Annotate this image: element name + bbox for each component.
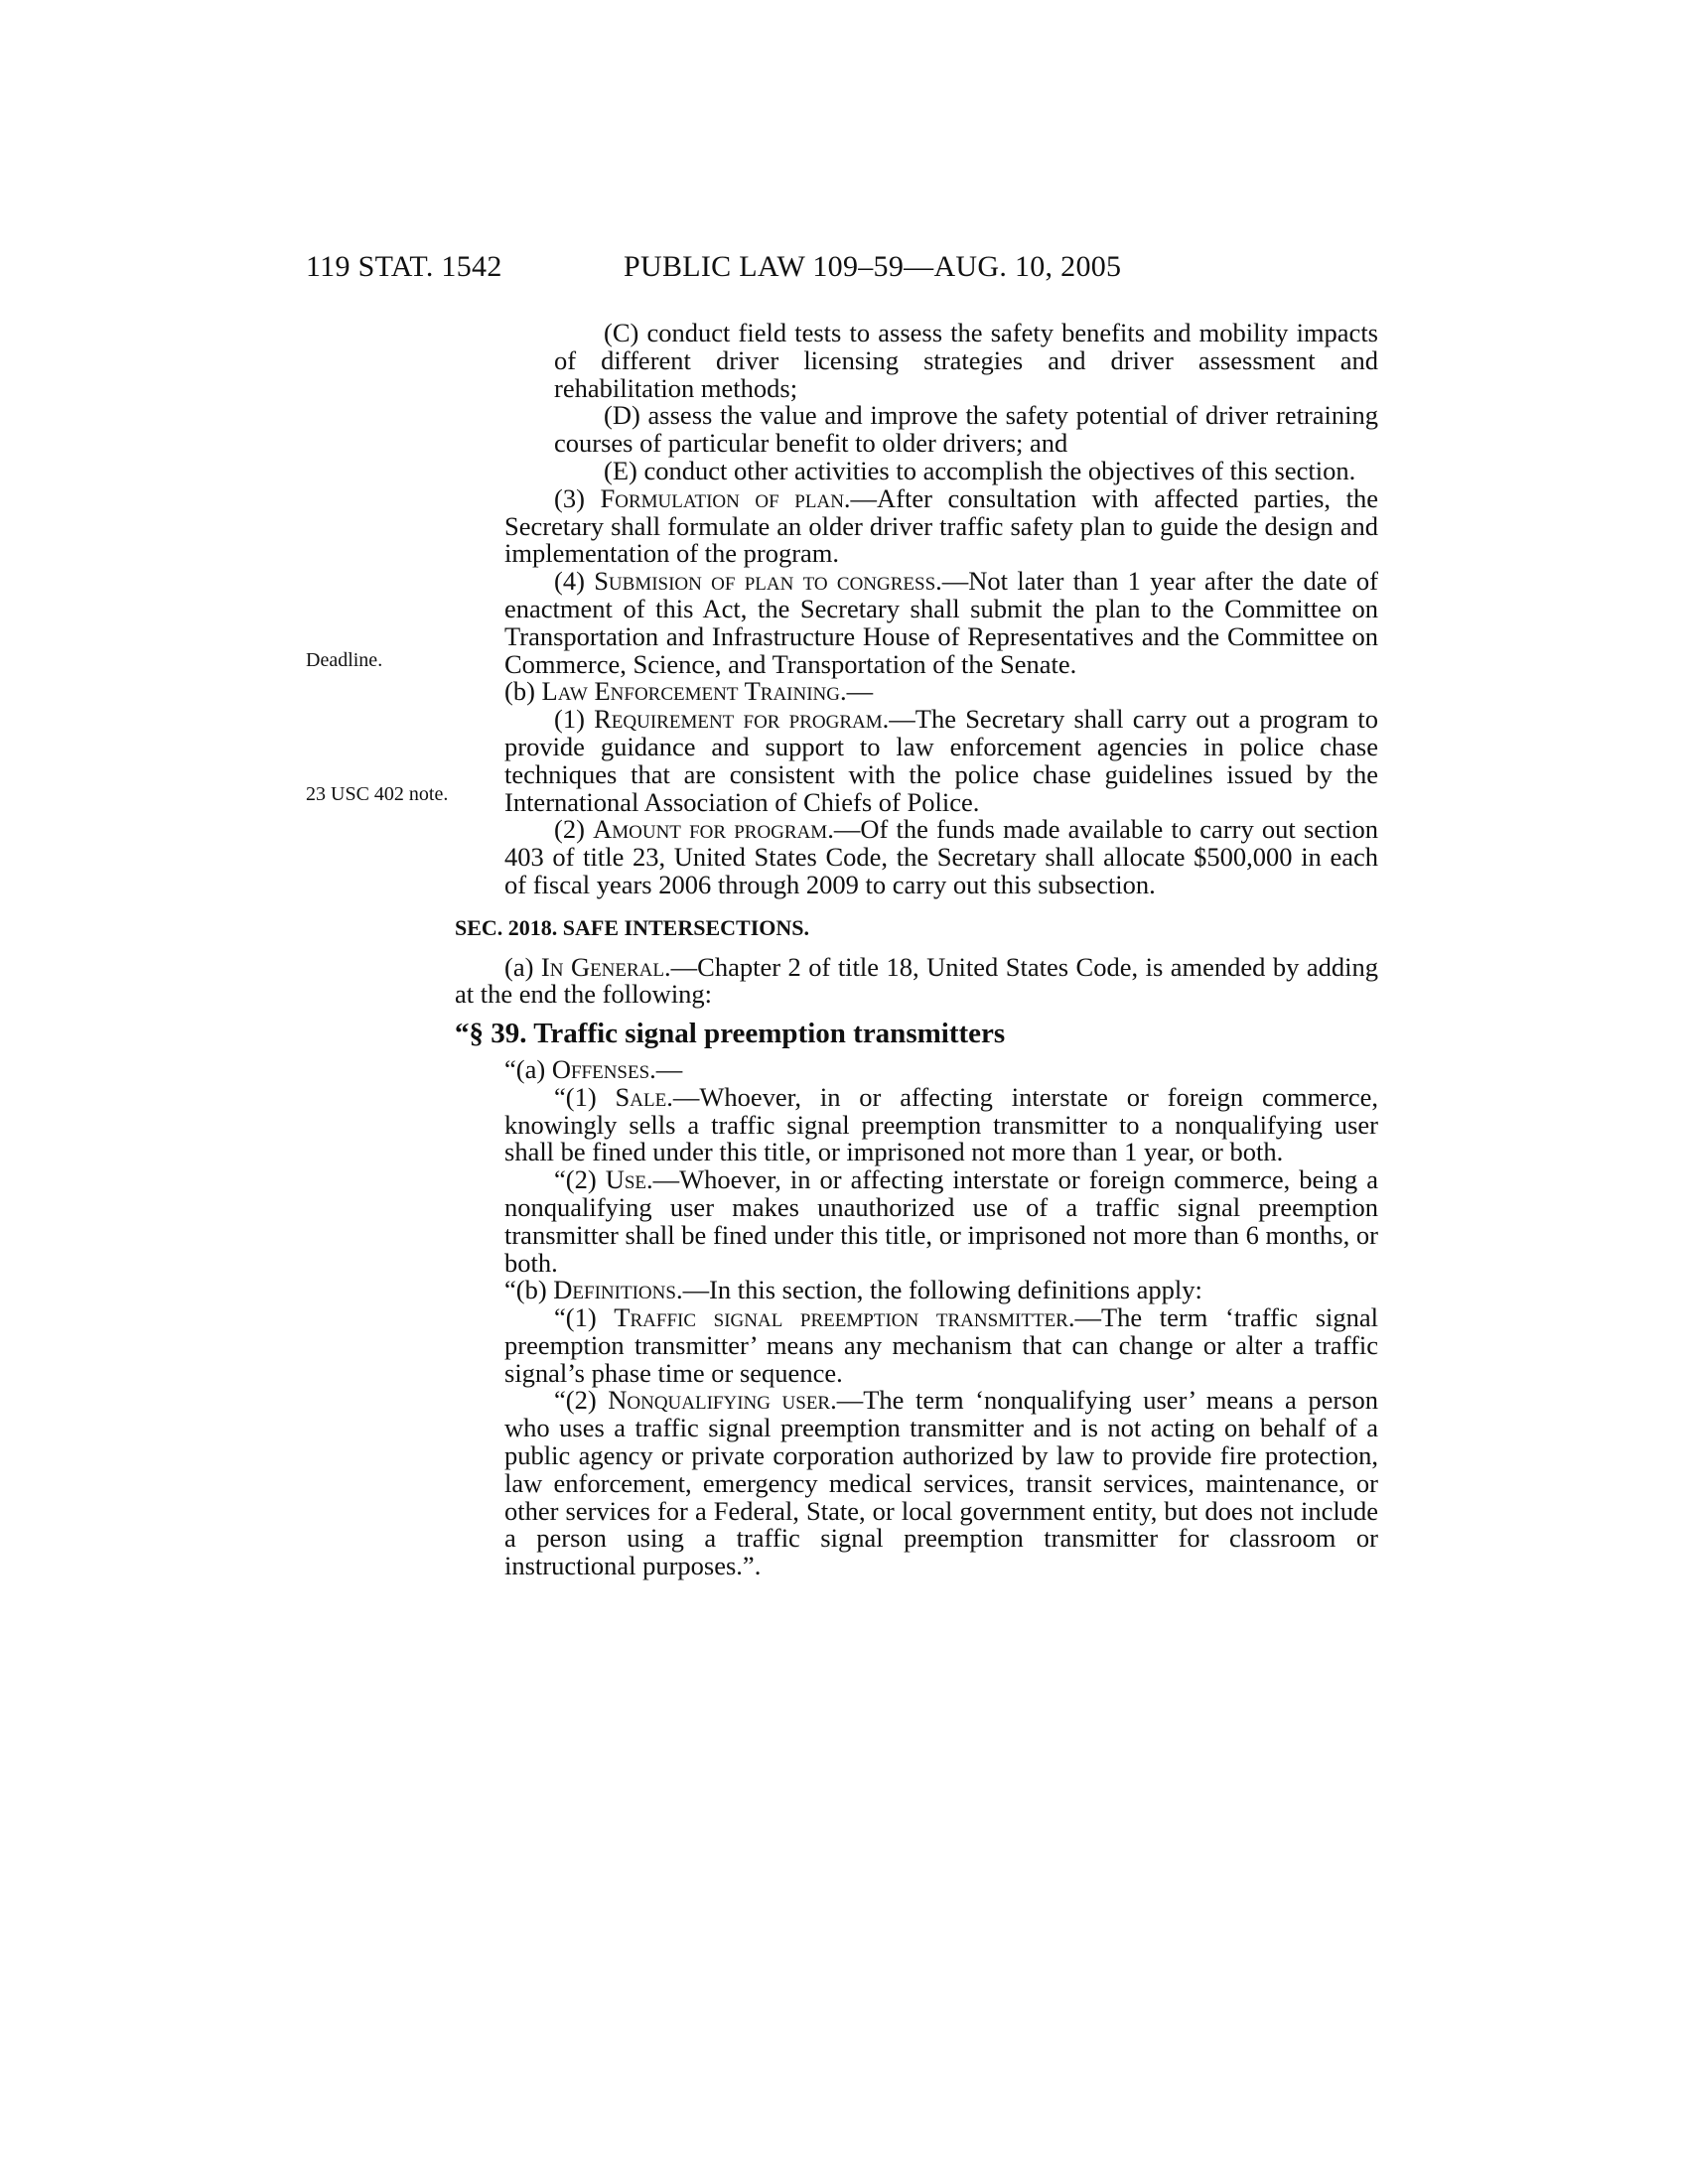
paragraph-3 [504,482,1379,569]
margin-note-usc: 23 USC 402 note. [306,783,449,805]
offenses-heading [504,1053,1378,1084]
paragraph-4 [504,568,1378,678]
sale-heading: Sale [615,1081,667,1112]
document-body [455,318,1379,1581]
nonqualifying-number: “(2) [554,1385,609,1416]
use-text: .—Whoever, in or affecting interstate or foreign commerce, being a nonqualifying user makes unauthorized use of a traffic signal preemption transmitter shall be fined under this title, or imprisoned not more than 6 months, or both. [504,1164,1378,1278]
paragraph-c: (C) conduct field tests to assess the safety benefits and mobility impacts of different driver licensing strategies and driver assessment and rehabilitation methods; [554,318,1378,403]
sale-number: “(1) [554,1081,616,1112]
paragraph-3-number: (3) [554,482,601,513]
subsection-b-dash: .— [840,676,874,707]
sale-text: .—Whoever, in or affecting interstate or foreign commerce, knowingly sells a traffic signal preemption transmitter to a nonqualifying user shall be fined under this title, or imprisoned not more than 1 year, or both. [504,1081,1378,1167]
definitions-number: “(b) [504,1275,554,1305]
transmitter-number: “(1) [554,1302,615,1333]
paragraph-b2-heading: Amount for program [593,814,828,845]
paragraph-3-text: .—After consultation with affected parties, the Secretary shall formulate an older driver traffic safety plan to guide the design and implementation of the program. [504,482,1379,569]
paragraph-e: (E) conduct other activities to accomplish the objectives of this section. [604,455,1356,485]
definitions-text: .—In this section, the following definitions apply: [675,1275,1202,1305]
subsection-a [455,951,1378,1010]
paragraph-3-heading: Formulation of plan [600,482,844,513]
transmitter-text: .—The term ‘traffic signal preemption transmitter’ means any mechanism that can change or alter a traffic signal’s phase time or sequence. [504,1302,1378,1388]
paragraph-b2-text: .—Of the funds made available to carry out section 403 of title 23, United States Code, the Secretary shall allocate $500,000 in each of fiscal years 2006 through 2009 to carry out this subsection. [504,814,1379,899]
nonqualifying-heading: Nonqualifying user [608,1385,831,1416]
offenses-label: Offenses [551,1053,650,1084]
nonqualifying-text: .—The term ‘nonqualifying user’ means a person who uses a traffic signal preemption transmitter and is not acting on behalf of a public agency or private corporation authorized by law to provide fire protection, law enforcement, emergency medical services, transit services, maintenance, or other services for a Federal, State, or local government entity, but does not include a person using a traffic signal preemption transmitter for classroom or instructional purposes.”. [504,1385,1378,1581]
margin-note-deadline: Deadline. [306,649,383,671]
subsection-a-heading: In General [540,951,665,982]
section-2018-heading: SEC. 2018. SAFE INTERSECTIONS. [455,914,809,940]
page-number-header: 119 STAT. 1542 [306,250,502,283]
paragraph-sale [504,1081,1378,1167]
paragraph-4-heading: Submision of plan to congress [594,566,936,597]
use-number: “(2) [554,1164,606,1195]
subsection-b-number: (b) [504,676,542,707]
paragraph-nonqualifying-user [504,1387,1378,1580]
paragraph-b1-heading: Requirement for program [594,704,883,735]
offenses-number: “(a) [504,1053,552,1084]
paragraph-b2-number: (2) [554,814,594,845]
paragraph-4-number: (4) [554,566,595,597]
definitions-heading: Definitions [553,1275,676,1305]
paragraph-b2 [504,816,1378,898]
use-heading: Use [605,1164,647,1195]
public-law-header: PUBLIC LAW 109–59—AUG. 10, 2005 [624,250,1122,283]
subsection-a-text: .—Chapter 2 of title 18, United States Code, is amended by adding at the end the following: [455,951,1378,1010]
paragraph-transmitter-definition [504,1304,1378,1387]
offenses-dash: .— [649,1053,683,1084]
paragraph-d: (D) assess the value and improve the safety potential of driver retraining courses of particular benefit to older drivers; and [554,400,1378,459]
paragraph-4-text: .—Not later than 1 year after the date of enactment of this Act, the Secretary shall submit the plan to the Committee on Transportation and Infrastructure House of Representatives and the Committee on Commerce, Science, and Transportation of the Senate. [504,566,1379,679]
paragraph-b1-text: .—The Secretary shall carry out a program to provide guidance and support to law enforcement agencies in police chase techniques that are consistent with the police chase guidelines issued by the International Association of Chiefs of Police. [504,704,1379,817]
paragraph-use [504,1166,1378,1277]
paragraph-b1 [504,706,1378,816]
paragraph-definitions [455,1277,1378,1304]
transmitter-heading: Traffic signal preemption transmitter [614,1302,1068,1333]
subsection-b [504,678,1378,706]
section-39-title: “§ 39. Traffic signal preemption transmitters [455,1018,1006,1050]
subsection-a-number: (a) [504,951,541,982]
subsection-b-heading: Law Enforcement Training [541,676,840,707]
paragraph-b1-number: (1) [554,704,595,735]
